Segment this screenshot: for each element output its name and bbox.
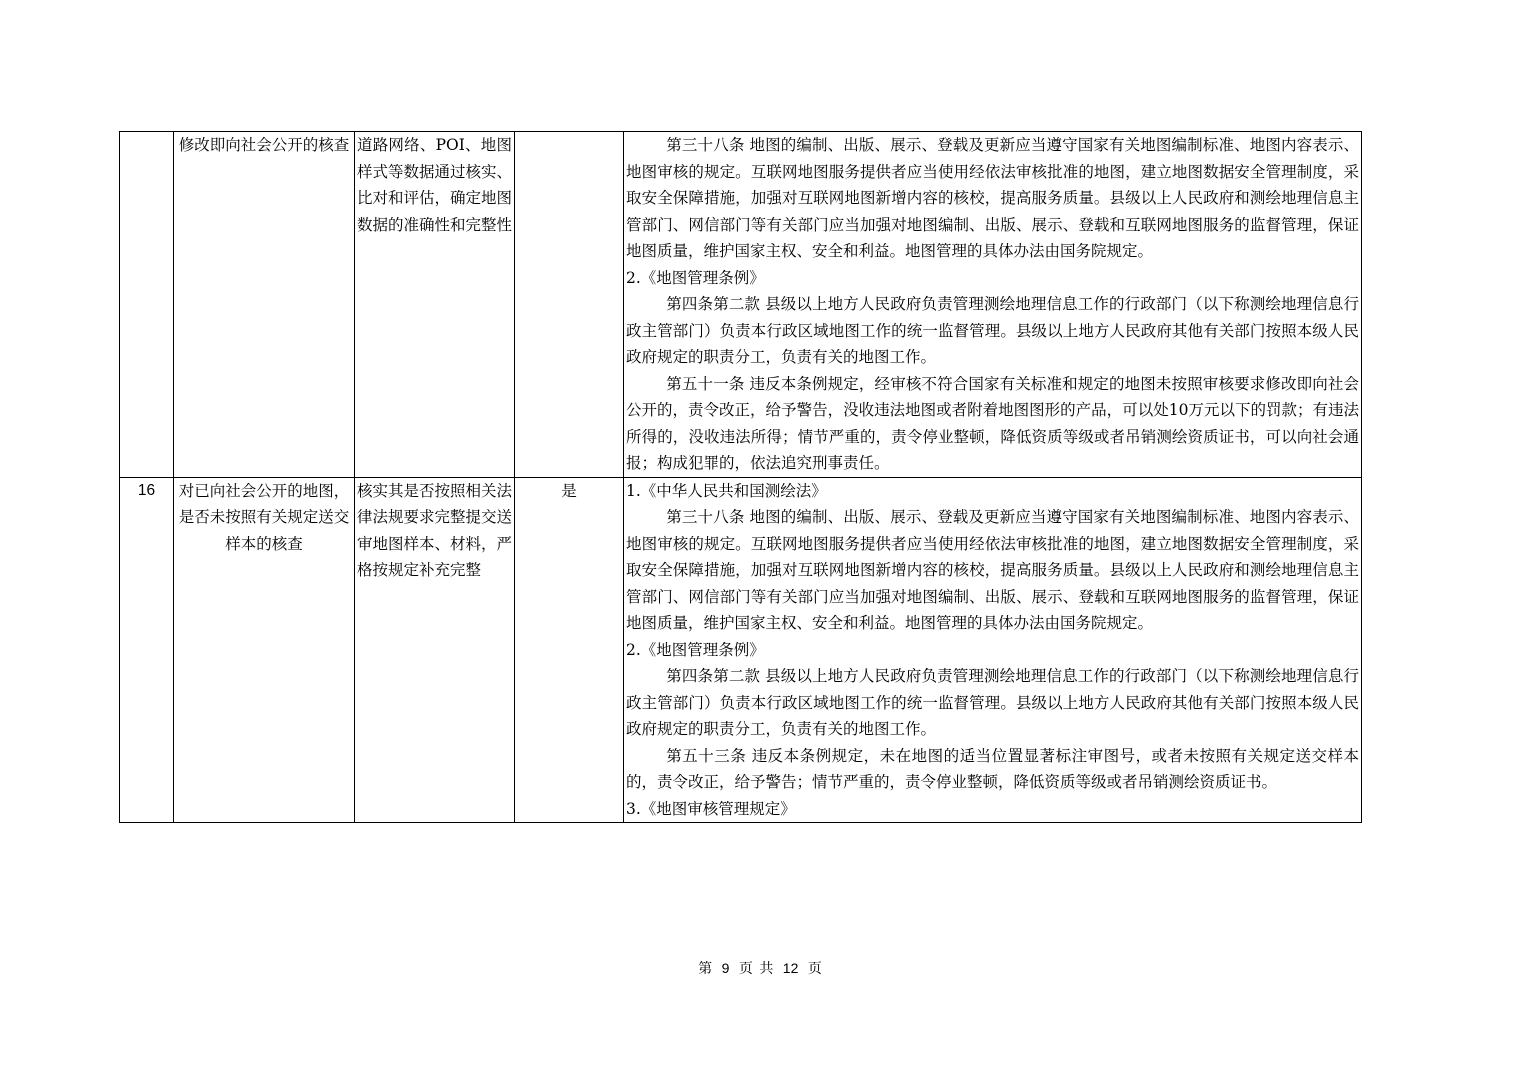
- legal-basis: [624, 477, 1362, 823]
- basis-paragraph: 第三十八条 地图的编制、出版、展示、登载及更新应当遵守国家有关地图编制标准、地图内容表示、地图审核的规定。互联网地图服务提供者应当使用经依法审核批准的地图，建立地图数据安全管理制度，采取安全保障措施，加强对互联网地图新增内容的核校，提高服务质量。县级以上人民政府和测绘地理信息主管部门、网信部门等有关部门应当加强对地图编制、出版、展示、登载和互联网地图服务的监督管理，保证地图质量，维护国家主权、安全和利益。地图管理的具体办法由国务院规定。: [626, 136, 1359, 260]
- page-mid: 页: [738, 961, 753, 977]
- basis-paragraph: 第四条第二款 县级以上地方人民政府负责管理测绘地理信息工作的行政部门（以下称测绘地理信息行政主管部门）负责本行政区域地图工作的统一监督管理。县级以上地方人民政府其他有关部门按照本级人民政府规定的职责分工，负责有关的地图工作。: [626, 295, 1359, 366]
- page-total: 12: [782, 960, 799, 976]
- page-footer: [0, 958, 1520, 979]
- legal-basis: [624, 132, 1362, 478]
- basis-heading: 2.《地图管理条例》: [626, 268, 765, 287]
- page-current: 9: [721, 960, 730, 976]
- check-content: 道路网络、POI、地图样式等数据通过核实、比对和评估，确定地图数据的准确性和完整性: [355, 132, 515, 478]
- page-prefix: 第: [698, 961, 713, 977]
- basis-heading: 2.《地图管理条例》: [626, 640, 765, 659]
- page-suffix: 页: [807, 961, 822, 977]
- check-flag: 是: [515, 477, 624, 823]
- basis-paragraph: 第五十一条 违反本条例规定，经审核不符合国家有关标准和规定的地图未按照审核要求修改即向社会公开的，责令改正，给予警告，没收违法地图或者附着地图图形的产品，可以处10万元以下的罚款；有违法所得的，没收违法所得；情节严重的，责令停业整顿，降低资质等级或者吊销测绘资质证书，可以向社会通报；构成犯罪的，依法追究刑事责任。: [626, 374, 1359, 472]
- basis-paragraph: 第四条第二款 县级以上地方人民政府负责管理测绘地理信息工作的行政部门（以下称测绘地理信息行政主管部门）负责本行政区域地图工作的统一监督管理。县级以上地方人民政府其他有关部门按照本级人民政府规定的职责分工，负责有关的地图工作。: [626, 667, 1359, 738]
- regulation-table: [119, 131, 1362, 823]
- table-row: [120, 132, 1362, 478]
- check-item: 修改即向社会公开的核查: [174, 132, 355, 478]
- basis-paragraph: 第五十三条 违反本条例规定，未在地图的适当位置显著标注审图号，或者未按照有关规定送交样本的，责令改正，给予警告；情节严重的，责令停业整顿，降低资质等级或者吊销测绘资质证书。: [626, 746, 1359, 791]
- check-flag: [515, 132, 624, 478]
- check-item: 对已向社会公开的地图，是否未按照有关规定送交样本的核查: [174, 477, 355, 823]
- row-number: 16: [120, 477, 174, 823]
- check-content: 核实其是否按照相关法律法规要求完整提交送审地图样本、材料，严格按规定补充完整: [355, 477, 515, 823]
- basis-heading: 1.《中华人民共和国测绘法》: [626, 481, 827, 500]
- table-row: [120, 477, 1362, 823]
- row-number: [120, 132, 174, 478]
- basis-heading: 3.《地图审核管理规定》: [626, 799, 796, 818]
- page-total-prefix: 共: [759, 961, 774, 977]
- basis-paragraph: 第三十八条 地图的编制、出版、展示、登载及更新应当遵守国家有关地图编制标准、地图内容表示、地图审核的规定。互联网地图服务提供者应当使用经依法审核批准的地图，建立地图数据安全管理制度，采取安全保障措施，加强对互联网地图新增内容的核校，提高服务质量。县级以上人民政府和测绘地理信息主管部门、网信部门等有关部门应当加强对地图编制、出版、展示、登载和互联网地图服务的监督管理，保证地图质量，维护国家主权、安全和利益。地图管理的具体办法由国务院规定。: [626, 508, 1359, 632]
